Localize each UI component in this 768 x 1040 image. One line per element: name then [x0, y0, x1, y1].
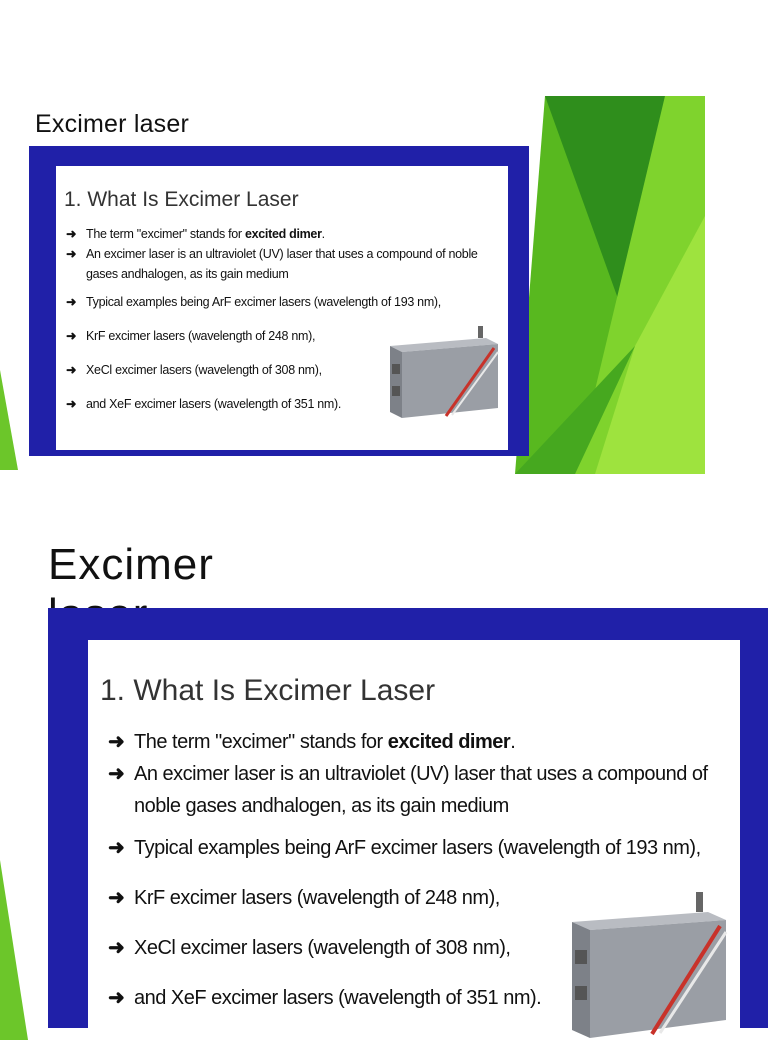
list-item: ➜ XeCl excimer lasers (wavelength of 308 nm),	[108, 932, 733, 964]
list-item: ➜ XeCl excimer lasers (wavelength of 308 nm),	[66, 360, 506, 380]
list-item: ➜ and XeF excimer lasers (wavelength of 351 nm).	[108, 982, 733, 1014]
arrow-right-icon: ➜	[108, 937, 125, 959]
green-decoration-left	[0, 860, 28, 1040]
arrow-right-icon: ➜	[108, 887, 125, 909]
list-item: ➜ Typical examples being ArF excimer lasers (wavelength of 193 nm),	[66, 292, 506, 312]
arrow-right-icon: ➜	[66, 247, 77, 261]
section-heading: 1. What Is Excimer Laser	[64, 188, 299, 211]
slide-card	[88, 640, 740, 1040]
slide-title: Excimer laser	[35, 110, 190, 138]
arrow-right-icon: ➜	[108, 763, 125, 785]
arrow-right-icon: ➜	[108, 987, 125, 1009]
laser-device-photo	[386, 324, 501, 419]
arrow-right-icon: ➜	[108, 837, 125, 859]
list-item: ➜ The term "excimer" stands for excited dimer.	[66, 224, 506, 244]
slide-card	[56, 166, 508, 450]
green-decoration-right	[515, 96, 707, 474]
laser-device-photo	[566, 888, 731, 1038]
arrow-right-icon: ➜	[66, 363, 77, 377]
slide-title-cropped: Excimer	[48, 540, 214, 589]
list-item: ➜ KrF excimer lasers (wavelength of 248 nm),	[66, 326, 506, 346]
section-heading: 1. What Is Excimer Laser	[100, 674, 436, 707]
list-item: ➜ KrF excimer lasers (wavelength of 248 nm),	[108, 882, 733, 914]
list-item: ➜ and XeF excimer lasers (wavelength of 351 nm).	[66, 394, 506, 414]
arrow-right-icon: ➜	[66, 329, 77, 343]
list-item: ➜ An excimer laser is an ultraviolet (UV) laser that uses a compound of noble gases andhalogen, as its gain medium	[108, 758, 733, 822]
list-item: ➜ An excimer laser is an ultraviolet (UV) laser that uses a compound of noble gases andhalogen, as its gain medium	[66, 244, 506, 284]
arrow-right-icon: ➜	[66, 295, 77, 309]
arrow-right-icon: ➜	[66, 227, 77, 241]
arrow-right-icon: ➜	[108, 731, 125, 753]
list-item: ➜ The term "excimer" stands for excited dimer.	[108, 726, 733, 758]
arrow-right-icon: ➜	[66, 397, 77, 411]
slide-bottom-zoomed	[0, 520, 768, 1024]
list-item: ➜ Typical examples being ArF excimer lasers (wavelength of 193 nm),	[108, 832, 733, 864]
green-decoration-left	[0, 370, 18, 470]
